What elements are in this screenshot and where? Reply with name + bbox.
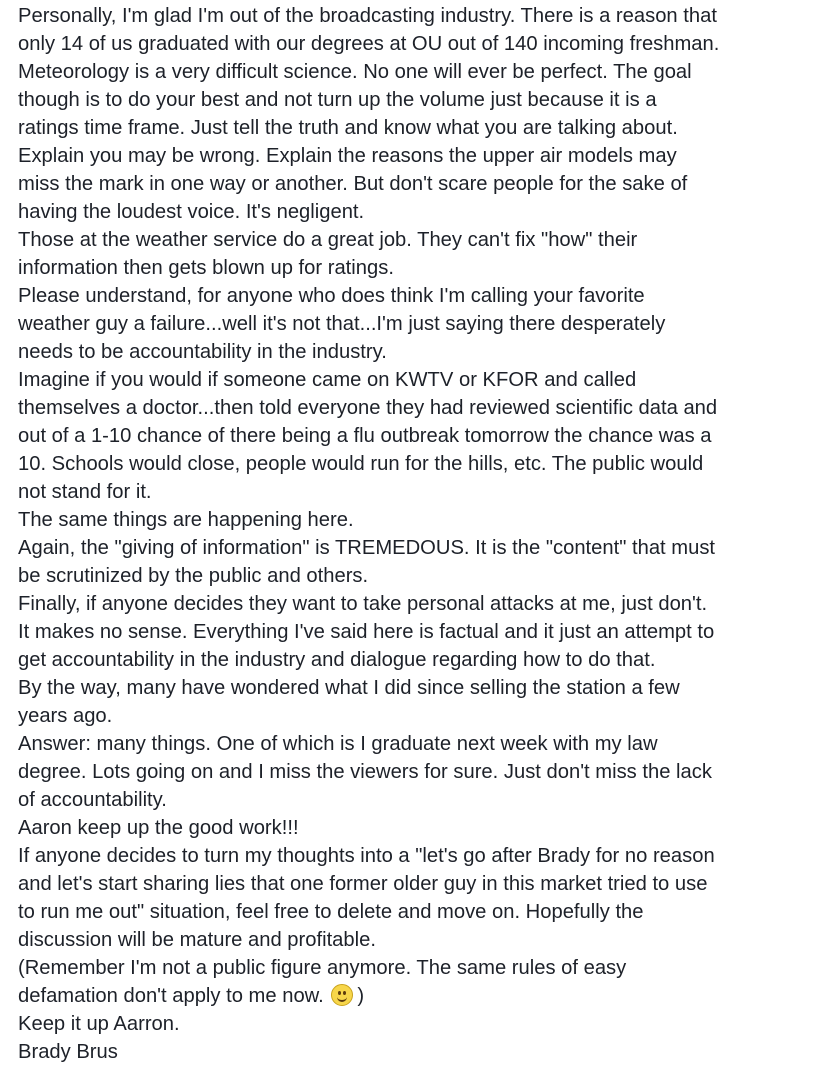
post-line: needs to be accountability in the industry.: [18, 341, 387, 363]
post-line: and let's start sharing lies that one former older guy in this market tried to use: [18, 873, 708, 895]
post-line: degree. Lots going on and I miss the viewers for sure. Just don't miss the lack: [18, 761, 712, 783]
post-line-with-emoji: [18, 982, 808, 1010]
post-line: to run me out" situation, feel free to delete and move on. Hopefully the: [18, 901, 644, 923]
post-line: Imagine if you would if someone came on KWTV or KFOR and called: [18, 369, 637, 391]
post-line: though is to do your best and not turn up the volume just because it is a: [18, 89, 657, 111]
post-line: 10. Schools would close, people would run for the hills, etc. The public would: [18, 453, 704, 475]
post-line: not stand for it.: [18, 481, 152, 503]
post-line: (Remember I'm not a public figure anymore. The same rules of easy: [18, 957, 627, 979]
post-line: weather guy a failure...well it's not that...I'm just saying there desperately: [18, 313, 666, 335]
post-line: By the way, many have wondered what I did since selling the station a few: [18, 677, 680, 699]
post-line: Aaron keep up the good work!!!: [18, 817, 299, 839]
post-line: Answer: many things. One of which is I graduate next week with my law: [18, 733, 658, 755]
post-line: of accountability.: [18, 789, 167, 811]
post-line: out of a 1-10 chance of there being a flu outbreak tomorrow the chance was a: [18, 425, 712, 447]
post-line-text: defamation don't apply to me now.: [18, 985, 324, 1007]
post-line: themselves a doctor...then told everyone they had reviewed scientific data and: [18, 397, 718, 419]
post-body: [18, 2, 808, 1066]
smiley-icon: [331, 984, 353, 1006]
post-line: Meteorology is a very difficult science. No one will ever be perfect. The goal: [18, 61, 692, 83]
post-line: be scrutinized by the public and others.: [18, 565, 369, 587]
post-line: information then gets blown up for ratings.: [18, 257, 394, 279]
post-line: get accountability in the industry and dialogue regarding how to do that.: [18, 649, 656, 671]
post-line: having the loudest voice. It's negligent.: [18, 201, 365, 223]
signature: Brady Brus: [18, 1041, 118, 1063]
post-line: Again, the "giving of information" is TREMEDOUS. It is the "content" that must: [18, 537, 716, 559]
post-line: Finally, if anyone decides they want to take personal attacks at me, just don't.: [18, 593, 708, 615]
post-line: Those at the weather service do a great job. They can't fix "how" their: [18, 229, 638, 251]
post-line: Please understand, for anyone who does think I'm calling your favorite: [18, 285, 645, 307]
post-line-text: ): [357, 985, 365, 1007]
post-line: miss the mark in one way or another. But don't scare people for the sake of: [18, 173, 688, 195]
post-line: The same things are happening here.: [18, 509, 354, 531]
post-line: years ago.: [18, 705, 113, 727]
post-line: only 14 of us graduated with our degrees at OU out of 140 incoming freshman.: [18, 33, 720, 55]
post-line: ratings time frame. Just tell the truth and know what you are talking about.: [18, 117, 678, 139]
post-line: Personally, I'm glad I'm out of the broadcasting industry. There is a reason that: [18, 5, 717, 27]
post-line: It makes no sense. Everything I've said here is factual and it just an attempt to: [18, 621, 715, 643]
post-line: If anyone decides to turn my thoughts into a "let's go after Brady for no reason: [18, 845, 715, 867]
post-line: Explain you may be wrong. Explain the reasons the upper air models may: [18, 145, 677, 167]
closing-line: Keep it up Aarron.: [18, 1013, 180, 1035]
post-line: discussion will be mature and profitable.: [18, 929, 376, 951]
